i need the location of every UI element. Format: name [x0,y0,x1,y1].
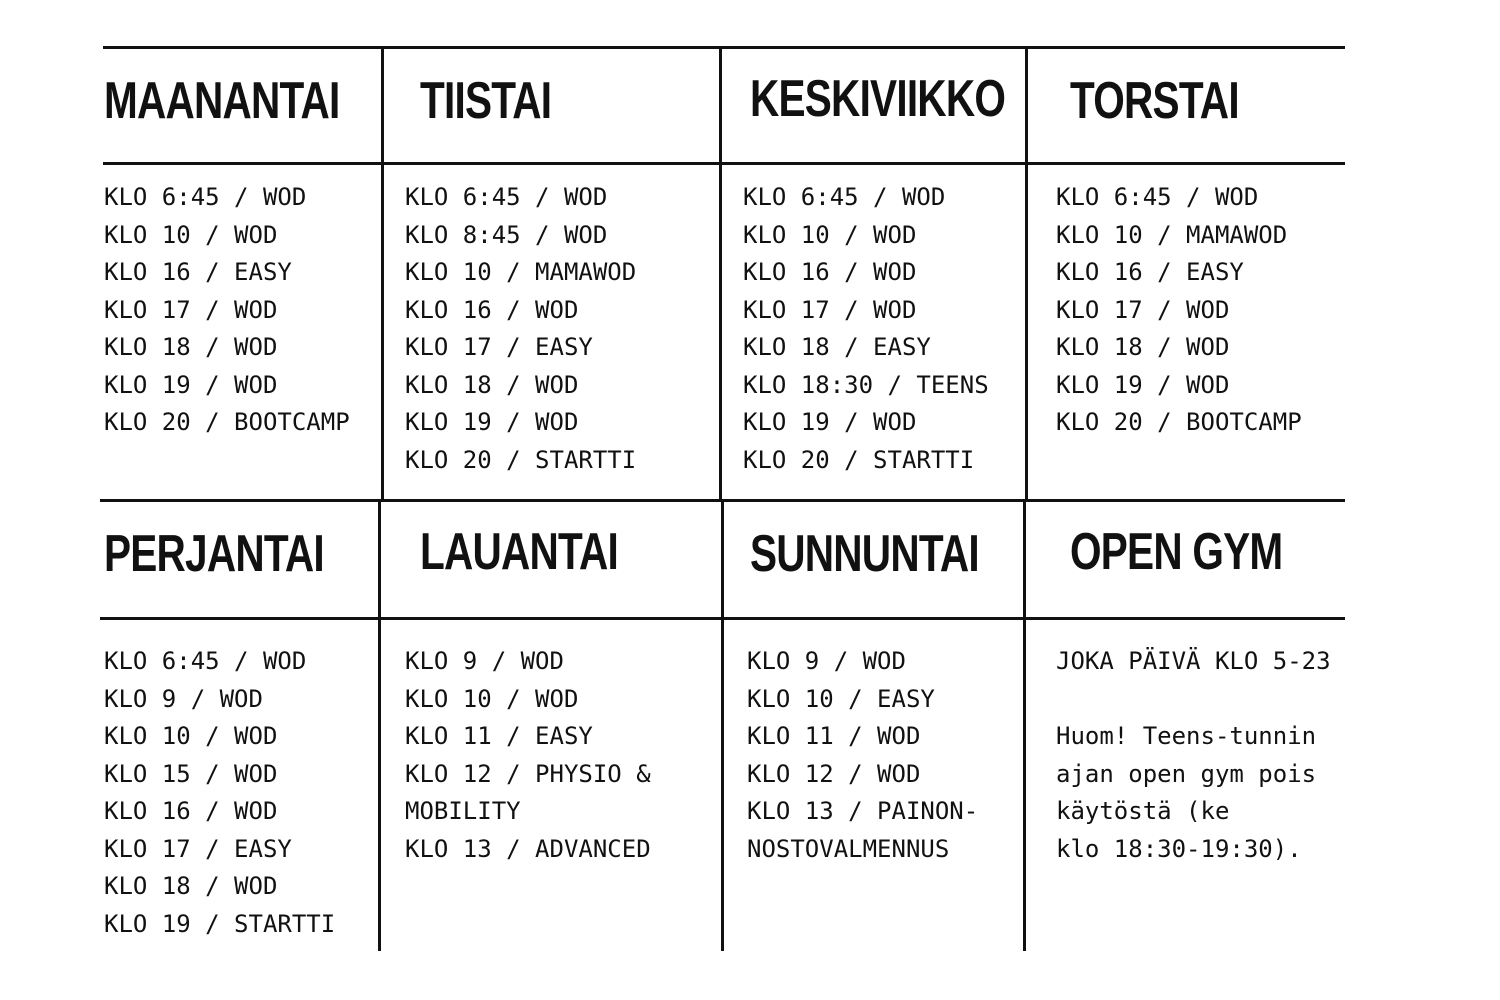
list-item: NOSTOVALMENNUS [747,834,950,863]
list-item: KLO 18:30 / TEENS [743,370,989,399]
list-item: KLO 9 / WOD [405,647,564,675]
class-list-saturday [405,643,651,868]
grid-column-divider-2 [719,47,722,502]
day-title-monday: MAANANTAI [104,72,340,130]
day-title-saturday: LAUANTAI [420,523,619,581]
list-item: KLO 20 / STARTTI [405,445,637,474]
list-item: KLO 6:45 / WOD [405,183,608,211]
grid-column-divider-3-lower [1023,500,1026,951]
open-gym-hours: JOKA PÄIVÄ KLO 5-23 [1056,647,1331,675]
list-item: KLO 18 / WOD [1056,333,1230,361]
list-item: KLO 16 / WOD [743,258,917,286]
open-gym-title: OPEN GYM [1070,523,1283,581]
class-list-monday [104,179,350,442]
list-item: KLO 10 / WOD [104,220,278,249]
list-item: KLO 13 / ADVANCED [405,834,651,863]
list-item: KLO 17 / WOD [1056,295,1230,324]
class-list-sunday [747,643,978,868]
list-item: KLO 11 / EASY [405,722,593,750]
spacer [1056,681,1331,719]
list-item: KLO 18 / WOD [104,872,278,900]
class-list-thursday [1056,179,1302,442]
list-item: KLO 9 / WOD [104,684,263,713]
list-item: KLO 20 / BOOTCAMP [1056,408,1302,436]
open-gym-note-line: klo 18:30-19:30). [1056,834,1302,863]
list-item: KLO 17 / EASY [405,333,593,361]
list-item: KLO 19 / WOD [104,370,278,399]
list-item: KLO 6:45 / WOD [743,183,946,211]
list-item: KLO 10 / EASY [747,684,935,713]
class-list-wednesday [743,179,989,479]
list-item: KLO 10 / WOD [743,220,917,249]
grid-column-divider-3 [1025,47,1028,502]
list-item: KLO 20 / BOOTCAMP [104,408,350,436]
day-title-friday: PERJANTAI [104,525,324,583]
grid-top-border [103,46,1345,49]
list-item: KLO 20 / STARTTI [743,445,975,474]
list-item: KLO 10 / WOD [104,722,278,750]
open-gym-info [1056,643,1331,868]
list-item: KLO 17 / WOD [743,295,917,324]
list-item: MOBILITY [405,797,521,825]
list-item: KLO 19 / STARTTI [104,909,336,938]
list-item: KLO 16 / EASY [1056,258,1244,286]
list-item: KLO 17 / WOD [104,295,278,324]
day-title-thursday: TORSTAI [1070,72,1239,130]
list-item: KLO 16 / EASY [104,258,292,286]
open-gym-note-line: Huom! Teens-tunnin [1056,722,1317,750]
class-list-tuesday [405,179,636,479]
list-item: KLO 19 / WOD [743,408,917,436]
grid-column-divider-2-lower [721,500,724,951]
list-item: KLO 17 / EASY [104,834,292,863]
list-item: KLO 18 / WOD [104,333,278,361]
grid-column-divider-1-lower [378,500,381,951]
open-gym-note-line: käytöstä (ke [1056,797,1230,825]
open-gym-note-line: ajan open gym pois [1056,759,1317,788]
list-item: KLO 16 / WOD [104,797,278,825]
grid-header-divider-row1 [103,162,1345,165]
list-item: KLO 6:45 / WOD [104,183,307,211]
list-item: KLO 19 / WOD [405,408,579,436]
list-item: KLO 9 / WOD [747,647,906,675]
list-item: KLO 10 / WOD [405,684,579,713]
day-title-sunday: SUNNUNTAI [750,525,979,583]
list-item: KLO 8:45 / WOD [405,220,608,249]
list-item: KLO 6:45 / WOD [1056,183,1259,211]
list-item: KLO 19 / WOD [1056,370,1230,399]
list-item: KLO 12 / PHYSIO & [405,759,651,788]
grid-column-divider-1 [381,47,384,502]
list-item: KLO 18 / EASY [743,333,931,361]
list-item: KLO 13 / PAINON- [747,797,979,825]
list-item: KLO 10 / MAMAWOD [1056,220,1288,249]
day-title-wednesday: KESKIVIIKKO [750,70,1006,128]
list-item: KLO 12 / WOD [747,759,921,788]
list-item: KLO 18 / WOD [405,370,579,399]
list-item: KLO 6:45 / WOD [104,647,307,675]
list-item: KLO 11 / WOD [747,722,921,750]
class-list-friday [104,643,335,943]
list-item: KLO 10 / MAMAWOD [405,258,637,286]
day-title-tuesday: TIISTAI [420,72,552,130]
list-item: KLO 16 / WOD [405,295,579,324]
list-item: KLO 15 / WOD [104,759,278,788]
